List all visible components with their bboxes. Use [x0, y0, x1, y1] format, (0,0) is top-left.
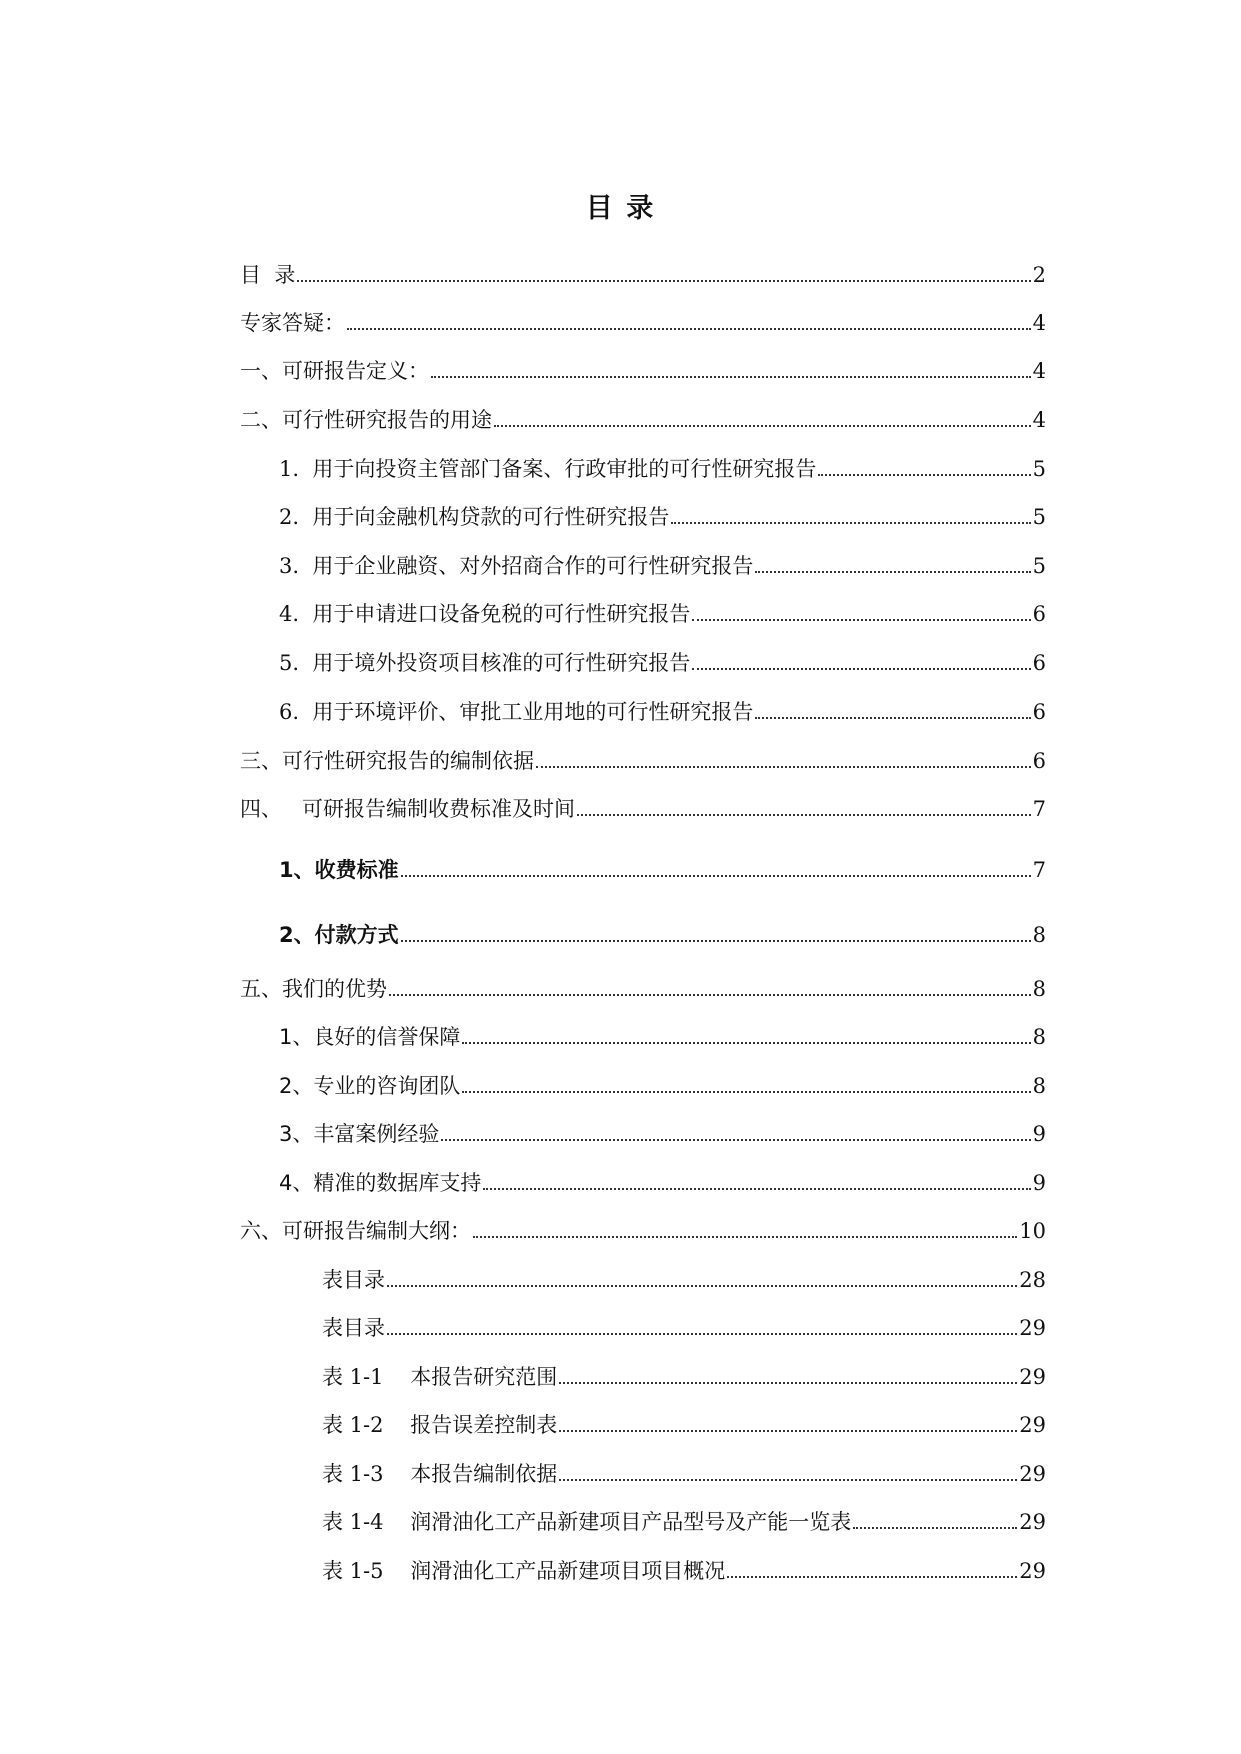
- toc-entry[interactable]: [279, 448, 1046, 482]
- toc-entry[interactable]: [322, 1259, 1046, 1293]
- toc-entry-label: 表 1-1 本报告研究范围: [322, 1365, 558, 1389]
- toc-leader: [473, 1236, 1017, 1238]
- toc-entry-page: 4: [1032, 311, 1046, 335]
- toc-leader: [483, 1188, 1030, 1190]
- toc-entry[interactable]: [279, 496, 1046, 530]
- toc-leader: [692, 668, 1030, 670]
- toc-entry-page: 29: [1019, 1510, 1046, 1534]
- toc-entry-page: 28: [1019, 1268, 1046, 1292]
- toc-entry-label: 4. 用于申请进口设备免税的可行性研究报告: [279, 602, 691, 626]
- toc-entry-page: 9: [1032, 1122, 1046, 1146]
- toc-leader: [494, 425, 1031, 427]
- toc-leader: [536, 766, 1031, 768]
- toc-entry-page: 29: [1019, 1559, 1046, 1583]
- toc-leader: [297, 280, 1030, 282]
- page-title: 目 录: [585, 193, 656, 224]
- toc-entry-label: 2. 用于向金融机构贷款的可行性研究报告: [279, 505, 670, 529]
- toc-entry[interactable]: [322, 1356, 1046, 1390]
- toc-entry-page: 6: [1032, 700, 1046, 724]
- toc-entry-page: 29: [1019, 1365, 1046, 1389]
- toc-entry-page: 8: [1032, 1025, 1046, 1049]
- toc-entry-page: 6: [1032, 749, 1046, 773]
- toc-entry-page: 7: [1032, 797, 1046, 821]
- toc-leader: [387, 1285, 1017, 1287]
- toc-entry[interactable]: [240, 254, 1046, 288]
- toc-leader: [401, 875, 1031, 877]
- toc-entry-page: 29: [1019, 1462, 1046, 1486]
- toc-leader: [401, 940, 1031, 942]
- toc-leader: [389, 994, 1031, 996]
- toc-entry-label: 目 录: [240, 263, 296, 287]
- toc-entry-page: 8: [1032, 977, 1046, 1001]
- toc-entry[interactable]: [322, 1307, 1046, 1341]
- toc-entry-page: 2: [1032, 263, 1046, 287]
- toc-entry-label: 6. 用于环境评价、审批工业用地的可行性研究报告: [279, 700, 754, 724]
- toc-entry[interactable]: [279, 642, 1046, 676]
- toc-leader: [559, 1479, 1017, 1481]
- toc-entry-label: 1. 用于向投资主管部门备案、行政审批的可行性研究报告: [279, 457, 817, 481]
- toc-leader: [755, 717, 1030, 719]
- toc-entry-page: 5: [1032, 505, 1046, 529]
- toc-entry-label: 四、 可研报告编制收费标准及时间: [240, 797, 576, 821]
- toc-entry-page: 6: [1032, 651, 1046, 675]
- toc-entry-page: 4: [1032, 408, 1046, 432]
- toc-entry[interactable]: [322, 1550, 1046, 1584]
- toc-entry-page: 5: [1032, 554, 1046, 578]
- toc-leader: [671, 522, 1030, 524]
- toc-entry-label: 表目录: [322, 1268, 385, 1292]
- toc-entry-page: 29: [1019, 1316, 1046, 1340]
- toc-entry-label: 3、丰富案例经验: [279, 1122, 440, 1146]
- toc-entry-label: 4、精准的数据库支持: [279, 1171, 482, 1195]
- toc-leader: [387, 1333, 1017, 1335]
- toc-entry-label: 表 1-2 报告误差控制表: [322, 1413, 558, 1437]
- toc-entry[interactable]: [279, 1065, 1046, 1099]
- toc-entry-label: 1、良好的信誉保障: [279, 1025, 461, 1049]
- toc-leader: [462, 1042, 1030, 1044]
- toc-entry-label: 一、可研报告定义：: [240, 359, 429, 383]
- toc-entry-label: 2、付款方式: [279, 923, 399, 947]
- toc-entry[interactable]: [279, 914, 1046, 948]
- toc-entry[interactable]: [279, 1113, 1046, 1147]
- toc-entry-label: 表目录: [322, 1316, 385, 1340]
- toc-entry-page: 6: [1032, 602, 1046, 626]
- toc-entry[interactable]: [279, 1162, 1046, 1196]
- toc-entry-label: 1、收费标准: [279, 858, 399, 882]
- toc-leader: [727, 1576, 1017, 1578]
- toc-entry-page: 29: [1019, 1413, 1046, 1437]
- toc-entry-page: 4: [1032, 359, 1046, 383]
- toc-entry-page: 10: [1019, 1219, 1046, 1243]
- toc-entry[interactable]: [240, 350, 1046, 384]
- toc-leader: [559, 1382, 1017, 1384]
- toc-leader: [692, 619, 1030, 621]
- toc-entry-label: 表 1-4 润滑油化工产品新建项目产品型号及产能一览表: [322, 1510, 852, 1534]
- toc-entry-page: 8: [1032, 923, 1046, 947]
- toc-entry-label: 表 1-3 本报告编制依据: [322, 1462, 558, 1486]
- toc-entry[interactable]: [240, 740, 1046, 774]
- toc-leader: [347, 328, 1031, 330]
- toc-entry[interactable]: [240, 788, 1046, 822]
- toc-entry-label: 专家答疑：: [240, 311, 345, 335]
- toc-entry-page: 9: [1032, 1171, 1046, 1195]
- toc-entry-label: 二、可行性研究报告的用途: [240, 408, 492, 432]
- toc-entry[interactable]: [322, 1453, 1046, 1487]
- toc-entry-label: 三、可行性研究报告的编制依据: [240, 749, 534, 773]
- toc-leader: [853, 1527, 1017, 1529]
- toc-leader: [755, 571, 1030, 573]
- toc-entry-label: 六、可研报告编制大纲：: [240, 1219, 471, 1243]
- toc-entry[interactable]: [240, 399, 1046, 433]
- toc-entry[interactable]: [279, 593, 1046, 627]
- toc-entry-page: 5: [1032, 457, 1046, 481]
- toc-entry[interactable]: [240, 968, 1046, 1002]
- toc-leader: [559, 1430, 1017, 1432]
- toc-entry-label: 表 1-5 润滑油化工产品新建项目项目概况: [322, 1559, 726, 1583]
- toc-entry[interactable]: [279, 545, 1046, 579]
- toc-entry[interactable]: [279, 849, 1046, 883]
- toc-leader: [462, 1091, 1030, 1093]
- toc-leader: [818, 474, 1030, 476]
- toc-leader: [441, 1139, 1030, 1141]
- toc-entry[interactable]: [279, 1016, 1046, 1050]
- toc-leader: [431, 376, 1031, 378]
- toc-entry-label: 2、专业的咨询团队: [279, 1074, 461, 1098]
- toc-entry-label: 3. 用于企业融资、对外招商合作的可行性研究报告: [279, 554, 754, 578]
- toc-entry-page: 7: [1032, 858, 1046, 882]
- toc-entry-page: 8: [1032, 1074, 1046, 1098]
- toc-entry-label: 5. 用于境外投资项目核准的可行性研究报告: [279, 651, 691, 675]
- toc-entry[interactable]: [279, 691, 1046, 725]
- toc-entry[interactable]: [240, 302, 1046, 336]
- toc-entry[interactable]: [240, 1210, 1046, 1244]
- toc-entry[interactable]: [322, 1501, 1046, 1535]
- toc-leader: [577, 814, 1031, 816]
- toc-entry[interactable]: [322, 1404, 1046, 1438]
- toc-entry-label: 五、我们的优势: [240, 977, 387, 1001]
